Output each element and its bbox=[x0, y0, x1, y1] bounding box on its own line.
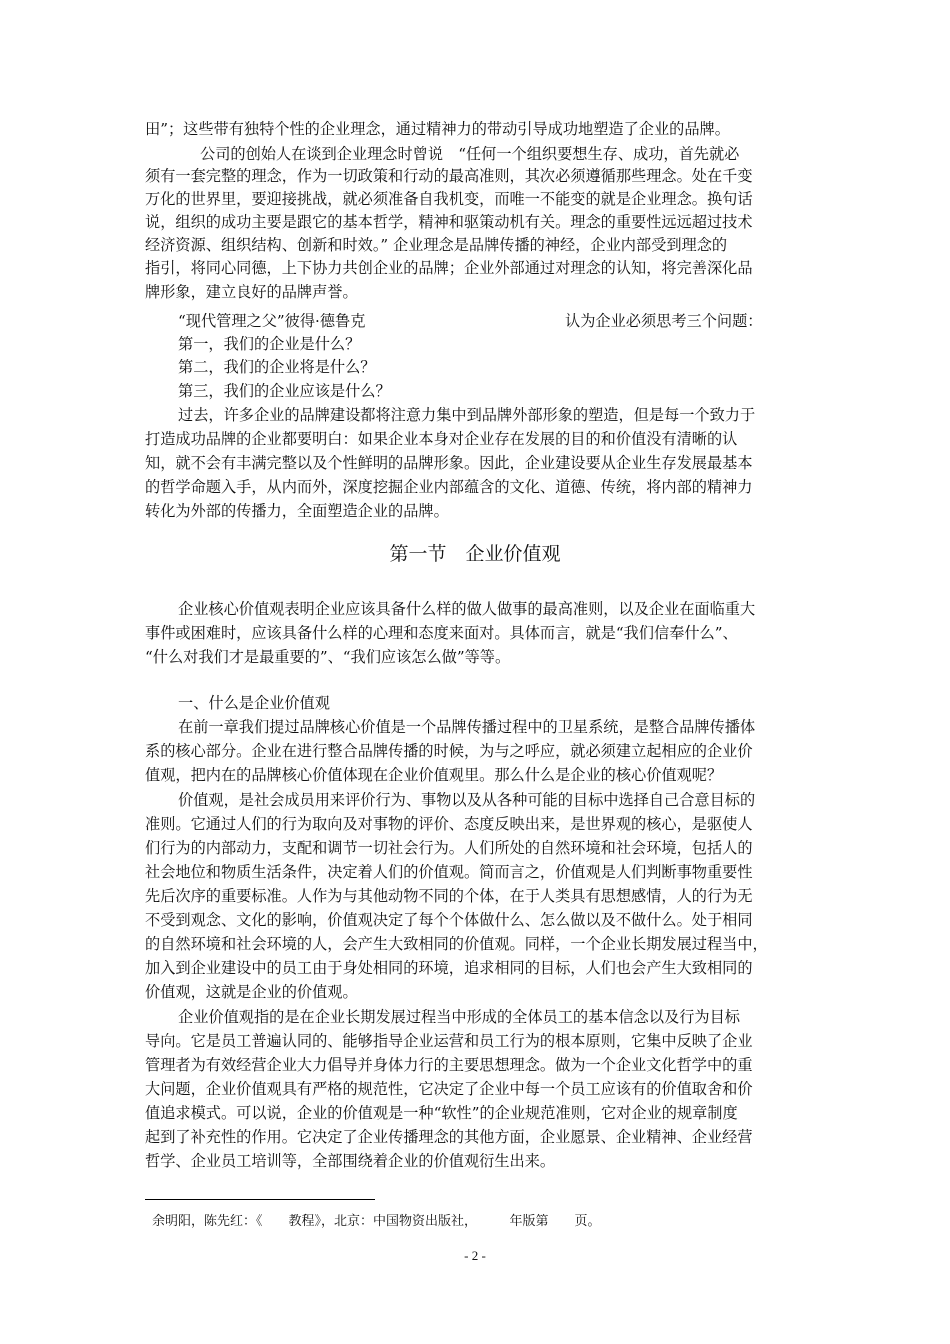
text-line: 打造成功品牌的企业都要明白：如果企业本身对企业存在发展的目的和价值没有清晰的认 bbox=[145, 430, 738, 448]
text-line: 说，组织的成功主要是跟它的基本哲学，精神和驱策动机有关。理念的重要性远远超过技术 bbox=[145, 213, 753, 231]
text-line: 大问题，企业价值观具有严格的规范性，它决定了企业中每一个员工应该有的价值取舍和价 bbox=[145, 1080, 753, 1098]
text-line: 企业核心价值观表明企业应该具备什么样的做人做事的最高准则，以及企业在面临重大 bbox=[178, 600, 756, 618]
text-line: 不受到观念、文化的影响，价值观决定了每个个体做什么、怎么做以及不做什么。处于相同 bbox=[145, 911, 753, 929]
text-line: 社会地位和物质生活条件，决定着人们的价值观。简而言之，价值观是人们判断事物重要性 bbox=[145, 863, 753, 881]
text-line: 事件或困难时，应该具备什么样的心理和态度来面对。具体而言，就是“我们信奉什么”、 bbox=[145, 624, 738, 642]
text-line: 的哲学命题入手，从内而外，深度挖掘企业内部蕴含的文化、道德、传统，将内部的精神力 bbox=[145, 478, 753, 496]
subsection-heading: 一、什么是企业价值观 bbox=[178, 694, 330, 712]
text-line: 系的核心部分。企业在进行整合品牌传播的时候，为与之呼应，就必须建立起相应的企业价 bbox=[145, 742, 753, 760]
text-line: 价值观，这就是企业的价值观。 bbox=[145, 983, 358, 1001]
text-line: 准则。它通过人们的行为取向及对事物的评价、态度反映出来，是世界观的核心，是驱使人 bbox=[145, 815, 753, 833]
text-line: 导向。它是员工普遍认同的、能够指导企业运营和员工行为的根本原则，它集中反映了企业 bbox=[145, 1032, 753, 1050]
text-line: “现代管理之父”彼得·德鲁克 bbox=[178, 312, 366, 330]
text-line: 们行为的内部动力，支配和调节一切社会行为。人们所处的自然环境和社会环境，包括人的 bbox=[145, 839, 753, 857]
text-line: 认为企业必须思考三个问题： bbox=[565, 312, 763, 330]
text-line: 值追求模式。可以说，企业的价值观是一种“软性”的企业规范准则，它对企业的规章制度 bbox=[145, 1104, 738, 1122]
text-line: 的自然环境和社会环境的人，会产生大致相同的价值观。同样，一个企业长期发展过程当中， bbox=[145, 935, 768, 953]
list-item: 第一，我们的企业是什么？ bbox=[178, 335, 361, 353]
text-line: 加入到企业建设中的员工由于身处相同的环境，追求相同的目标，人们也会产生大致相同的 bbox=[145, 959, 753, 977]
list-item: 第二，我们的企业将是什么？ bbox=[178, 358, 376, 376]
text-line: 指引，将同心同德，上下协力共创企业的品牌；企业外部通过对理念的认知，将完善深化品 bbox=[145, 259, 753, 277]
text-line: 田”；这些带有独特个性的企业理念，通过精神力的带动引导成功地塑造了企业的品牌。 bbox=[145, 120, 730, 138]
text-line: 管理者为有效经营企业大力倡导并身体力行的主要思想理念。做为一个企业文化哲学中的重 bbox=[145, 1056, 753, 1074]
text-line: 万化的世界里，要迎接挑战，就必须准备自我机变，而唯一不能变的就是企业理念。换句话 bbox=[145, 190, 753, 208]
text-line: 牌形象，建立良好的品牌声誉。 bbox=[145, 283, 358, 301]
text-line: 知，就不会有丰满完整以及个性鲜明的品牌形象。因此，企业建设要从企业生存发展最基本 bbox=[145, 454, 753, 472]
text-line: 过去，许多企业的品牌建设都将注意力集中到品牌外部形象的塑造，但是每一个致力于 bbox=[178, 406, 756, 424]
text-line: 先后次序的重要标准。人作为与其他动物不同的个体，在于人类具有思想感情，人的行为无 bbox=[145, 887, 753, 905]
footnote: 余明阳，陈先红：《 教程》，北京：中国物资出版社， 年版第 页。 bbox=[152, 1214, 601, 1229]
text-line: 须有一套完整的理念，作为一切政策和行动的最高准则，其次必须遵循那些理念。处在千变 bbox=[145, 167, 753, 185]
text-line: 哲学、企业员工培训等，全部围绕着企业的价值观衍生出来。 bbox=[145, 1152, 556, 1170]
list-item: 第三，我们的企业应该是什么？ bbox=[178, 382, 391, 400]
text-line: 值观，把内在的品牌核心价值体现在企业价值观里。那么什么是企业的核心价值观呢？ bbox=[145, 766, 723, 784]
text-line: 转化为外部的传播力，全面塑造企业的品牌。 bbox=[145, 502, 449, 520]
text-line: 公司的创始人在谈到企业理念时曾说 “任何一个组织要想生存、成功，首先就必 bbox=[200, 145, 740, 163]
text-line: 企业价值观指的是在企业长期发展过程当中形成的全体员工的基本信念以及行为目标 bbox=[178, 1008, 740, 1026]
page-number: - 2 - bbox=[464, 1248, 486, 1263]
footnote-separator bbox=[145, 1199, 375, 1200]
section-heading: 第一节 企业价值观 bbox=[389, 543, 561, 565]
text-line: 起到了补充性的作用。它决定了企业传播理念的其他方面，企业愿景、企业精神、企业经营 bbox=[145, 1128, 753, 1146]
text-line: “什么对我们才是最重要的”、“我们应该怎么做”等等。 bbox=[145, 648, 511, 666]
text-line: 价值观，是社会成员用来评价行为、事物以及从各种可能的目标中选择自己合意目标的 bbox=[178, 791, 756, 809]
text-line: 在前一章我们提过品牌核心价值是一个品牌传播过程中的卫星系统，是整合品牌传播体 bbox=[178, 718, 756, 736]
text-line: 经济资源、组织结构、创新和时效。” 企业理念是品牌传播的神经，企业内部受到理念的 bbox=[145, 236, 728, 254]
